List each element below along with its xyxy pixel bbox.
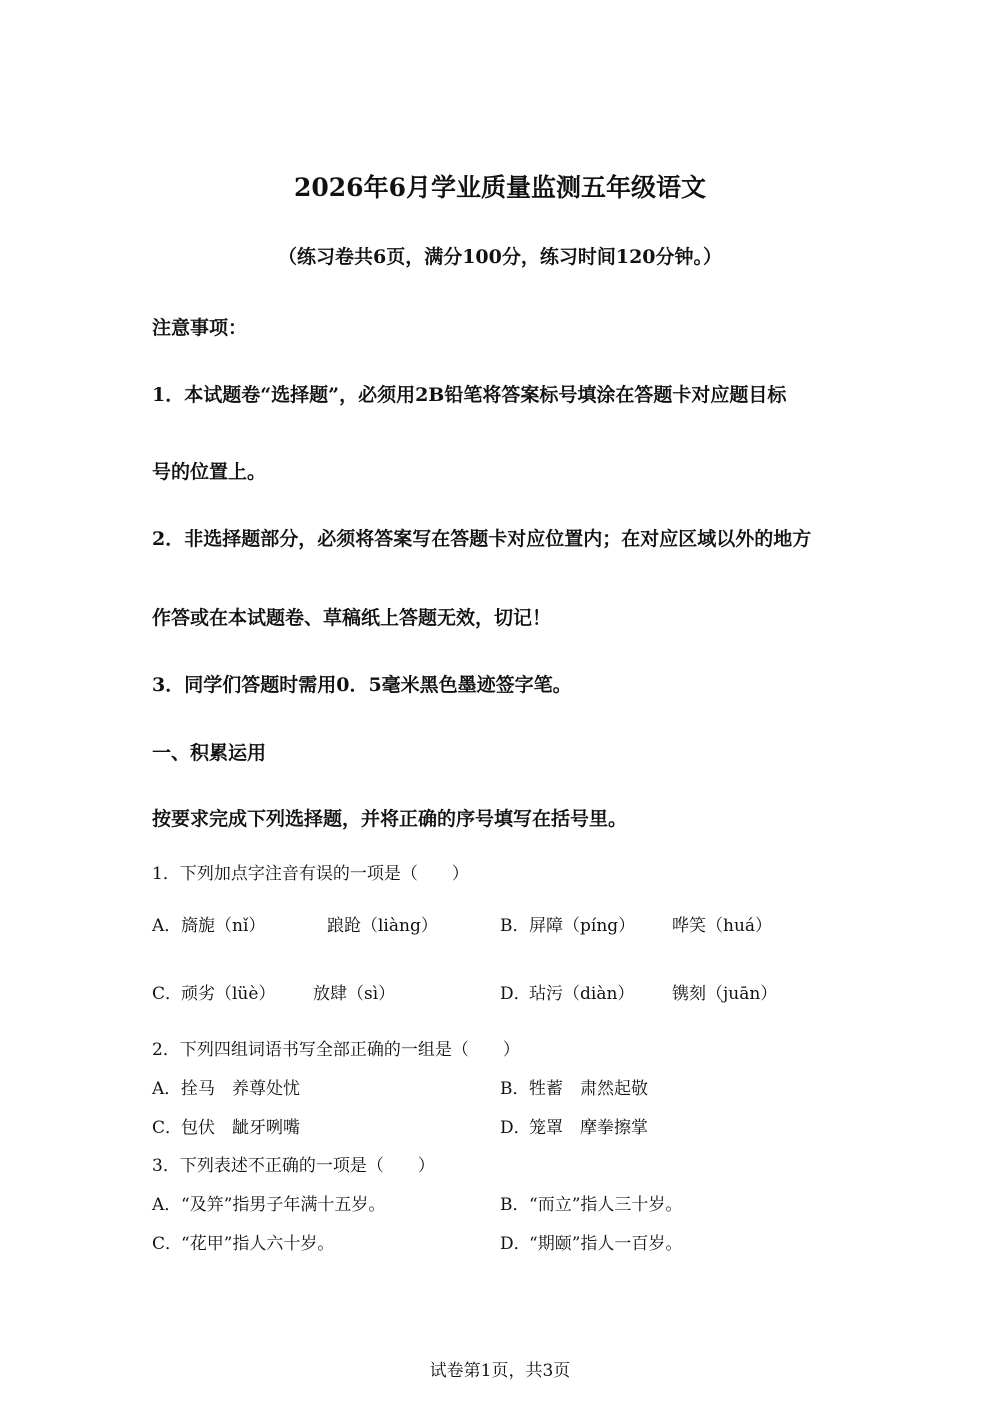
notice-heading: 注意事项： — [152, 317, 248, 339]
question-1-stem: 1．下列加点字注音有误的一项是（ ） — [152, 864, 469, 884]
question-1-option-a-word2: 踉跄（liàng） — [327, 916, 438, 936]
question-3-option-b-label: B． — [500, 1195, 530, 1215]
question-1-option-c-label: C． — [152, 984, 183, 1004]
question-2-option-a-label: A． — [152, 1079, 182, 1099]
notice-item-2-line2: 作答或在本试题卷、草稿纸上答题无效，切记！ — [152, 607, 552, 629]
question-1-option-b-word1: 屏障（píng） — [529, 916, 636, 936]
page-title: 2026年6月学业质量监测五年级语文 — [294, 173, 706, 202]
question-2-option-d-label: D． — [500, 1118, 531, 1138]
question-3-stem: 3．下列表述不正确的一项是（ ） — [152, 1156, 435, 1176]
question-1-option-a-label: A． — [152, 916, 182, 936]
question-1-option-b-label: B． — [500, 916, 530, 936]
question-1-option-a-word1: 旖旎（nǐ） — [181, 916, 266, 936]
question-3-option-b-text: “而立”指人三十岁。 — [529, 1195, 683, 1215]
question-2-option-d-text: 笼罩 摩拳擦掌 — [529, 1118, 648, 1138]
question-2-option-a-text: 拴马 养尊处忧 — [181, 1079, 300, 1099]
question-3-option-a-text: “及笄”指男子年满十五岁。 — [181, 1195, 386, 1215]
notice-item-1-line1: 1．本试题卷“选择题”，必须用2B铅笔将答案标号填涂在答题卡对应题目标 — [152, 384, 787, 406]
notice-item-3-line1: 3．同学们答题时需用0．5毫米黑色墨迹签字笔。 — [152, 674, 572, 696]
question-1-option-c-word2: 放肆（sì） — [313, 984, 396, 1004]
question-3-option-d-label: D． — [500, 1234, 531, 1254]
section-heading: 一、积累运用 — [152, 742, 267, 764]
notice-item-1-line2: 号的位置上。 — [152, 461, 267, 483]
question-1-option-d-label: D． — [500, 984, 531, 1004]
question-2-option-b-text: 牲蓄 肃然起敬 — [529, 1079, 648, 1099]
question-1-option-d-word1: 玷污（diàn） — [529, 984, 635, 1004]
question-2-stem: 2．下列四组词语书写全部正确的一组是（ ） — [152, 1040, 520, 1060]
question-1-option-d-word2: 镌刻（juān） — [672, 984, 778, 1004]
question-3-option-c-label: C． — [152, 1234, 183, 1254]
page-subtitle: （练习卷共6页，满分100分，练习时间120分钟。） — [277, 246, 723, 268]
question-3-option-d-text: “期颐”指人一百岁。 — [529, 1234, 683, 1254]
section-instruction: 按要求完成下列选择题，并将正确的序号填写在括号里。 — [152, 808, 628, 830]
question-3-option-a-label: A． — [152, 1195, 182, 1215]
notice-item-2-line1: 2．非选择题部分，必须将答案写在答题卡对应位置内；在对应区域以外的地方 — [152, 528, 812, 550]
page-footer: 试卷第1页，共3页 — [429, 1361, 571, 1381]
question-1-option-b-word2: 哗笑（huá） — [672, 916, 773, 936]
question-2-option-c-text: 包伏 龇牙咧嘴 — [181, 1118, 300, 1138]
question-2-option-c-label: C． — [152, 1118, 183, 1138]
question-2-option-b-label: B． — [500, 1079, 530, 1099]
question-3-option-c-text: “花甲”指人六十岁。 — [181, 1234, 335, 1254]
question-1-option-c-word1: 顽劣（lüè） — [181, 984, 276, 1004]
